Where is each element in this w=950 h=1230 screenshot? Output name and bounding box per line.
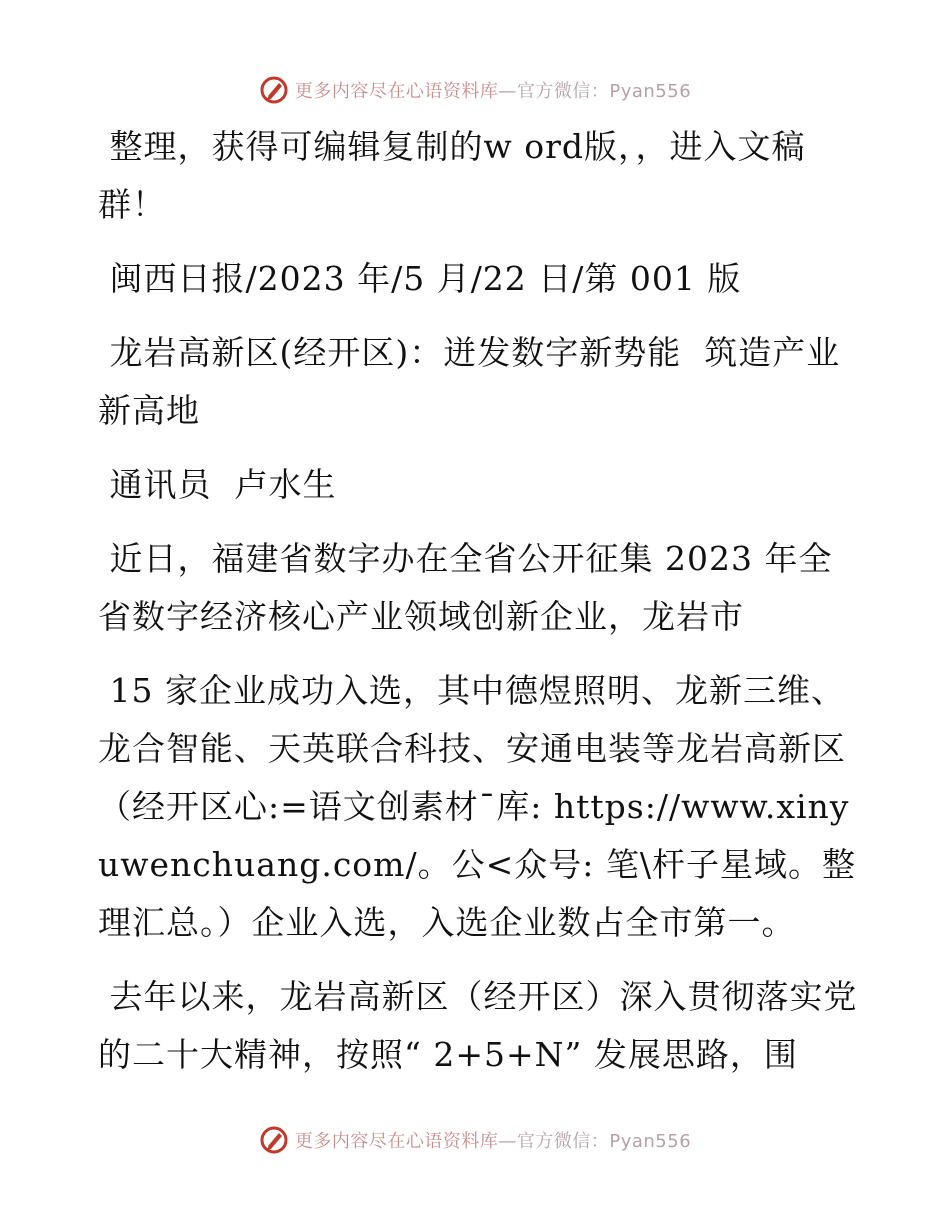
paragraph-1: 整理，获得可编辑复制的w ord版，，进入文稿群！ [98,127,806,224]
banner-site-text: 更多内容尽在心语资料库 [294,1131,499,1152]
banner-site-text: 更多内容尽在心语资料库 [294,81,499,102]
paragraph-7: 去年以来，龙岩高新区（经开区）深入贯彻落实党的二十大精神，按照“ 2+5+N” 发展思路，围 [98,977,858,1074]
pen-logo-icon [259,75,289,105]
paragraph-6: 15 家企业成功入选，其中德煜照明、龙新三维、龙合智能、天英联合科技、安通电装等龙岩高新区（经开区心:=语文创素材¯库: https://www.xinyuwenchuang.com/。公<众号: 笔\杆子星域。整理汇总。）企业入选，入选企业数占全市第一。 [98,671,856,942]
footer-watermark-banner [0,1120,950,1160]
header-watermark-banner [0,70,950,110]
paragraph-5: 近日，福建省数字办在全省公开征集 2023 年全省数字经济核心产业领域创新企业，龙岩市 [98,539,833,636]
paragraph-2: 闽西日报/2023 年/5 月/22 日/第 001 版 [98,259,742,298]
banner-wechat-text: —官方微信：Pyan556 [498,81,692,102]
paragraph-3: 龙岩高新区(经开区)：迸发数字新势能 筑造产业新高地 [98,333,841,430]
paragraph-4: 通讯员 卢水生 [98,465,337,504]
pen-logo-icon [259,1125,289,1155]
banner-wechat-text: —官方微信：Pyan556 [498,1131,692,1152]
document-body [98,118,858,1100]
